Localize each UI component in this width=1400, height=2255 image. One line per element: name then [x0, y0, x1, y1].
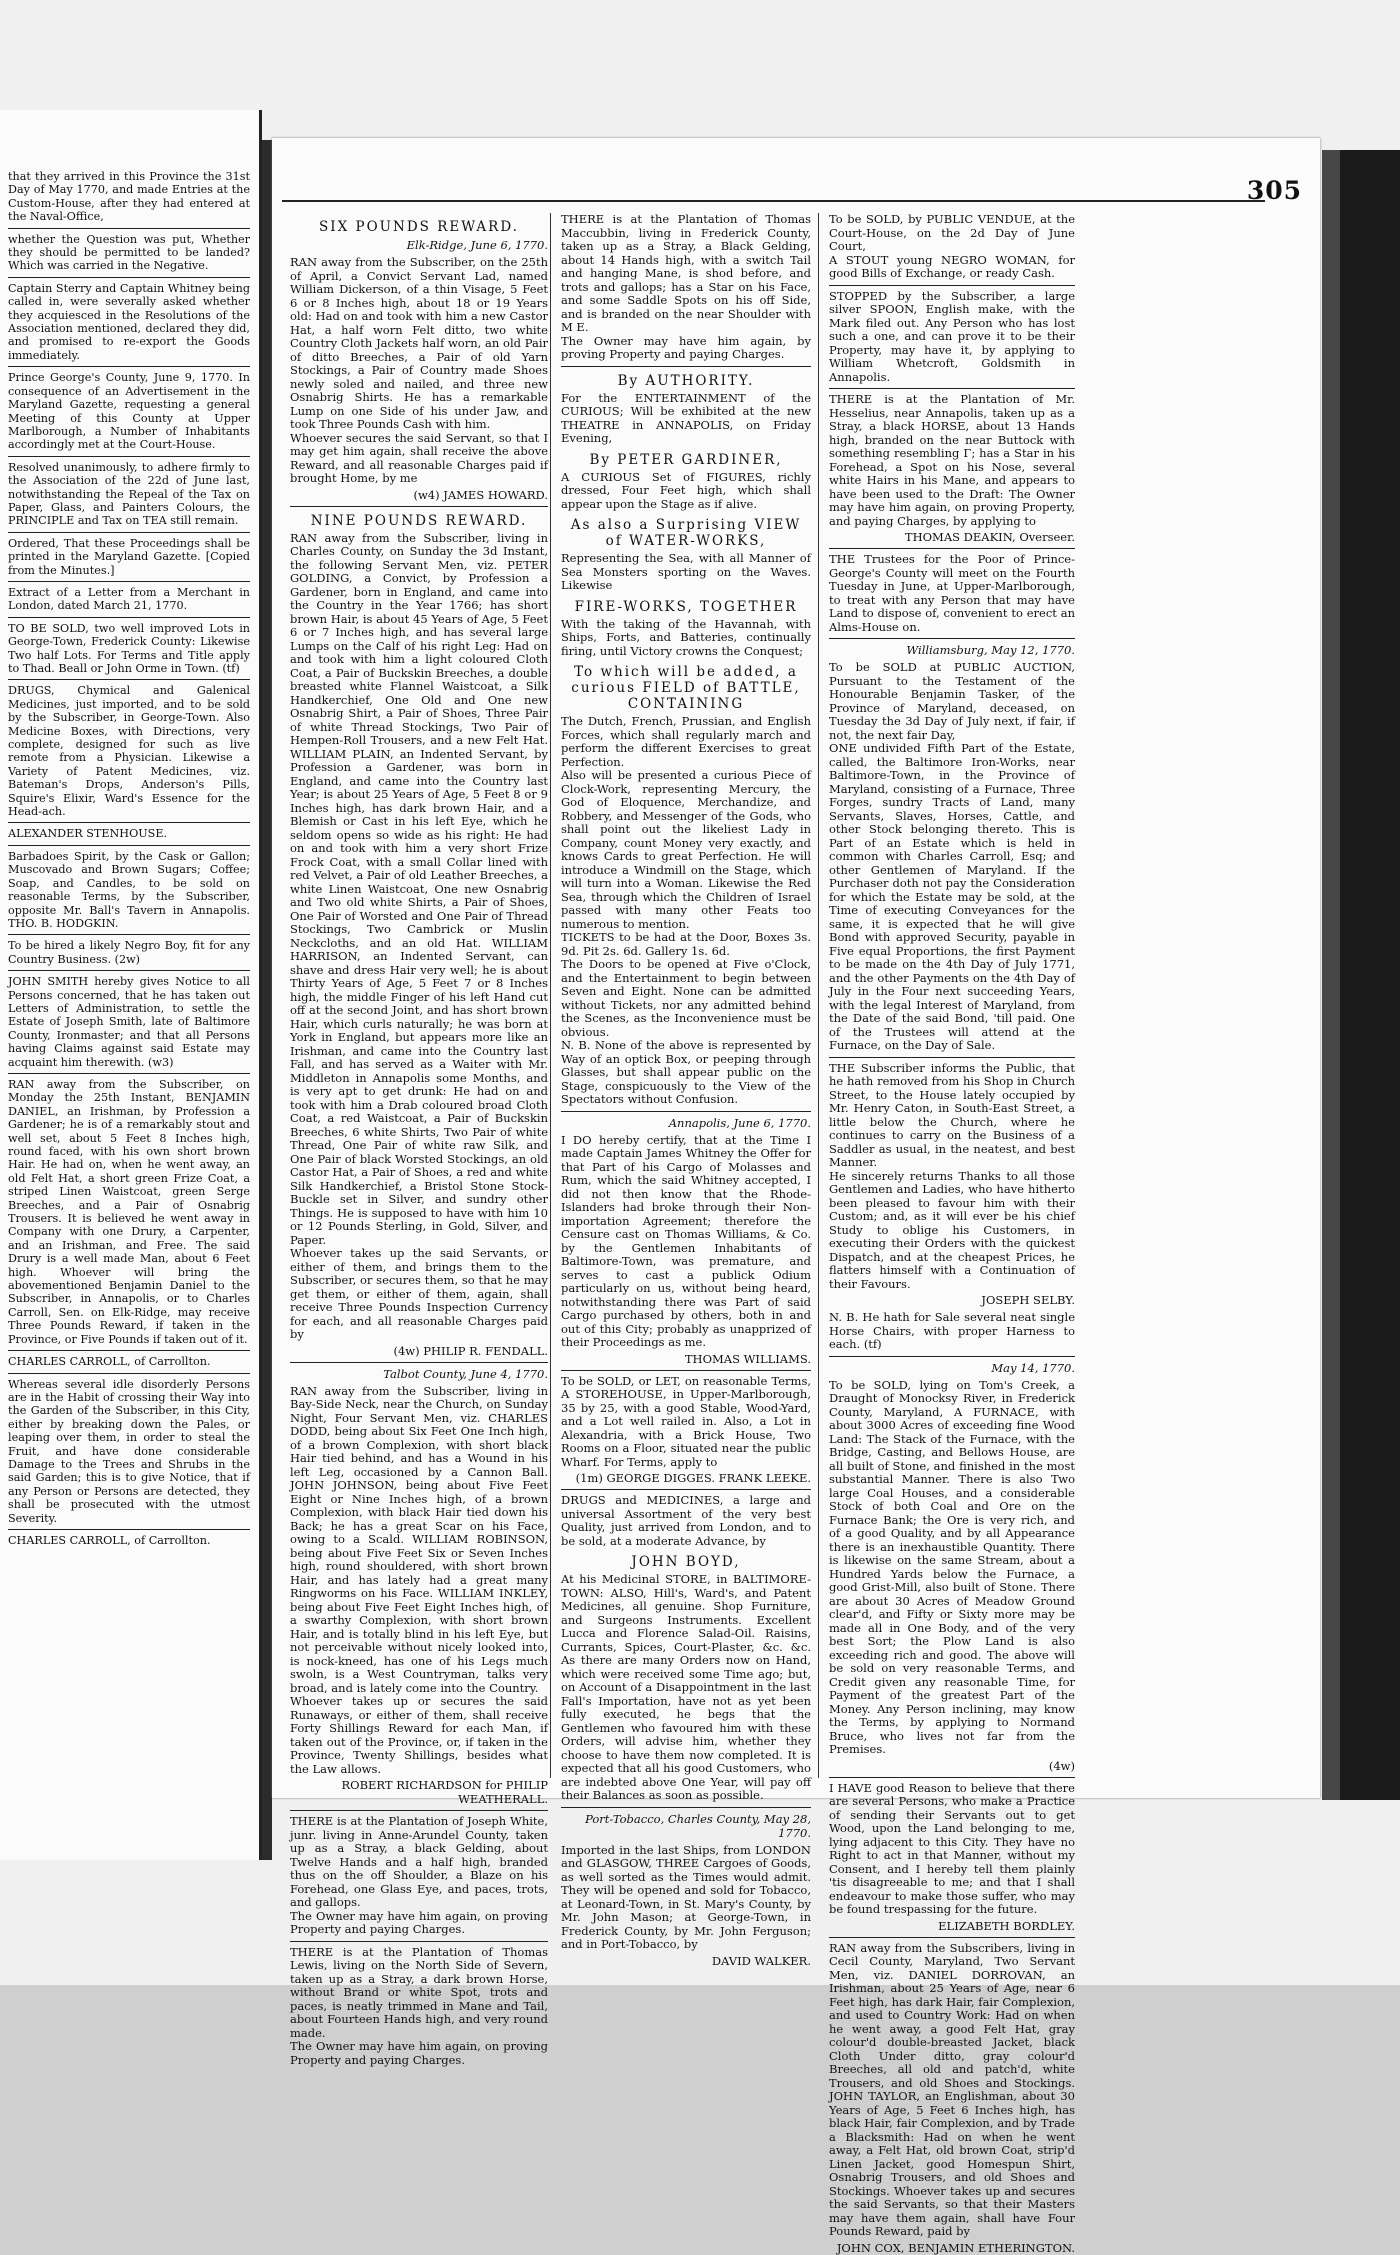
- divider: [8, 822, 250, 823]
- ad-paragraph: To be SOLD, or LET, on reasonable Terms, A STOREHOUSE, in Upper-Marlborough, 35 by 25, with a good Stable, Wood-Yard, and a Lot well railed in. Also, a Lot in Alexandria, with a Brick House, Two Rooms on a Floor, situated near the public Wharf. For Terms, apply to: [561, 1373, 811, 1469]
- divider: [8, 366, 250, 367]
- ad-paragraph: At his Medicinal STORE, in BALTIMORE-TOWN: ALSO, Hill's, Ward's, and Patent Medicines, all genuine. Shop Furniture, and Surgeons Instruments. Excellent Lucca and Florence Salad-Oil. Raisins, Currants, Spices, Court-Plaster, &c. &c. As there are many Orders now on Hand, which were received some Time ago; but, on Account of a Disappointment in the last Fall's Importation, have not as yet been fully executed, he begs that the Gentlemen who favoured him with these Orders, will advise him, whether they choose to have them now completed. It is expected that all his good Customers, who are indebted above One Year, will pay off their Balances as soon as possible.: [561, 1572, 811, 1802]
- page-number: 305: [1246, 176, 1302, 205]
- ad-paragraph: Whoever secures the said Servant, so that I may get him again, shall receive the above Reward, and all reasonable Charges paid if brought Home, by me: [290, 430, 548, 485]
- ad-paragraph: The Dutch, French, Prussian, and English Forces, which shall regularly march and perform the different Exercises to great Perfection.: [561, 714, 811, 769]
- left-page-paragraph: TO BE SOLD, two well improved Lots in George-Town, Frederick County: Likewise Two half Lots. For Terms and Title apply to Thad. Beall or John Orme in Town. (tf): [8, 621, 250, 675]
- ad-signature: (4w) PHILIP R. FENDALL.: [393, 1343, 548, 1358]
- ad-paragraph: RAN away from the Subscriber, on the 25th of April, a Convict Servant Lad, named William Dickerson, of a thin Visage, 5 Feet 6 or 8 Inches high, about 18 or 19 Years old: Had on and took with him a new Castor Hat, a half worn Felt ditto, two white Country Cloth Jackets half worn, an old Pair of ditto Breeches, a Pair of old Yarn Stockings, a Pair of Country made Shoes newly soled and nailed, and three new Osnabrig Shirts. He has a remarkable Lump on one Side of his under Jaw, and took Three Pounds Cash with him.: [290, 255, 548, 431]
- left-page-paragraph: To be hired a likely Negro Boy, fit for any Country Business. (2w): [8, 939, 250, 966]
- ad-dateline: Port-Tobacco, Charles County, May 28, 1770.: [585, 1811, 811, 1840]
- page-gutter: [262, 140, 272, 1860]
- ad-paragraph: For the ENTERTAINMENT of the CURIOUS; Will be exhibited at the new THEATRE in ANNAPOLIS, on Friday Evening,: [561, 390, 811, 445]
- column-1: [290, 213, 548, 2067]
- ad-signature: (4w): [1048, 1758, 1075, 1773]
- ad-paragraph: THE Trustees for the Poor of Prince-George's County will meet on the Fourth Tuesday in June, at Upper-Marlborough, to treat with any Person that may have Land to dispose of, convenient to erect an Alms-House on.: [829, 552, 1075, 634]
- ad-heading: JOHN BOYD,: [631, 1554, 741, 1570]
- left-page-paragraph: ALEXANDER STENHOUSE.: [8, 827, 168, 841]
- ad-heading: FIRE-WORKS, TOGETHER: [574, 598, 798, 615]
- ad-paragraph: STOPPED by the Subscriber, a large silver SPOON, English make, with the Mark filed out. Any Person who has lost such a one, and can prove it to be their Property, may have it, by applying to William Whetcroft, Goldsmith in Annapolis.: [829, 288, 1075, 384]
- divider: [829, 285, 1075, 286]
- ad-paragraph: The Owner may have him again, by proving Property and paying Charges.: [561, 333, 811, 361]
- left-page-paragraph: whether the Question was put, Whether they should be permitted to be landed? Which was carried in the Negative.: [8, 232, 250, 273]
- ad-paragraph: ONE undivided Fifth Part of the Estate, called, the Baltimore Iron-Works, near Baltimore-Town, in the Province of Maryland, consisting of a Furnace, Three Forges, sundry Tracts of Land, many Servants, Slaves, Horses, Cattle, and other Stock belonging thereto. This is Part of an Estate which is held in common with Charles Carroll, Esq; and other Gentlemen of Maryland. If the Purchaser doth not pay the Consideration for which the Estate may be sold, at the Time of executing Conveyances for the same, it is expected that he will give Bond with approved Security, payable in Five equal Proportions, the first Payment to be made on the 4th Day of July 1771, and the other Payments on the 4th Day of July in the Four next succeeding Years, with the legal Interest of Maryland, from the Date of the said Bond, 'till paid. One of the Trustees will attend at the Furnace, on the Day of Sale.: [829, 741, 1075, 1052]
- ad-paragraph: A CURIOUS Set of FIGURES, richly dressed, Four Feet high, which shall appear upon the Stage as if alive.: [561, 469, 811, 511]
- left-page-paragraph: JOHN SMITH hereby gives Notice to all Persons concerned, that he has taken out Letters of Administration, to settle the Estate of Joseph Smith, late of Baltimore County, Ironmaster; and that all Persons having Claims against said Estate may acquaint him therewith. (w3): [8, 975, 250, 1069]
- divider: [290, 1362, 548, 1363]
- divider: [8, 581, 250, 582]
- ad-paragraph: THERE is at the Plantation of Thomas Lewis, living on the North Side of Severn, taken up as a Stray, a dark brown Horse, without Brand or white Spot, trots and paces, is neatly trimmed in Mane and Tail, about Fourteen Hands high, and very round made.: [290, 1944, 548, 2040]
- divider: [8, 1073, 250, 1074]
- divider: [829, 1057, 1075, 1058]
- left-page-paragraph: DRUGS, Chymical and Galenical Medicines, just imported, and to be sold by the Subscriber, in George-Town. Also Medicine Boxes, with Directions, very complete, designed for such as live remote from a Physician. Likewise a Variety of Patent Medicines, viz. Bateman's Drops, Anderson's Pills, Squire's Elixir, Ward's Essence for the Head-ach.: [8, 684, 250, 819]
- left-page-paragraph: Extract of a Letter from a Merchant in London, dated March 21, 1770.: [8, 585, 250, 613]
- ad-paragraph: THE Subscriber informs the Public, that he hath removed from his Shop in Church Street, to the House lately occupied by Mr. Henry Caton, in South-East Street, a little below the Church, where he continues to carry on the Business of a Saddler as usual, in the neatest, and best Manner.: [829, 1060, 1075, 1169]
- left-page-paragraph: Prince George's County, June 9, 1770. In consequence of an Advertisement in the Maryland Gazette, requesting a general Meeting of this County at Upper Marlborough, a Number of Inhabitants accordingly met at the Court-House.: [8, 371, 250, 452]
- divider: [829, 1937, 1075, 1938]
- ad-dateline: Elk-Ridge, June 6, 1770.: [406, 238, 548, 252]
- ad-paragraph: A STOUT young NEGRO WOMAN, for good Bills of Exchange, or ready Cash.: [829, 252, 1075, 280]
- divider: [561, 366, 811, 367]
- divider: [8, 532, 250, 533]
- divider: [8, 1529, 250, 1530]
- ad-paragraph: Whoever takes up or secures the said Runaways, or either of them, shall receive Forty Shillings Reward for each Man, if taken out of the Province, or, if taken in the Province, Twenty Shillings, besides what the Law allows.: [290, 1694, 548, 1776]
- divider: [8, 845, 250, 846]
- main-page: [272, 138, 1320, 2255]
- ad-paragraph: To be SOLD, lying on Tom's Creek, a Draught of Monocksy River, in Frederick County, Maryland, A FURNACE, with about 3000 Acres of exceeding fine Wood Land: The Stack of the Furnace, with the Bridge, Casting, and Bellows House, are all built of Stone, and finished in the most substantial Manner. There is also Two large Coal Houses, and a considerable Stock of both Coal and Ore on the Furnace Bank; the Ore is very rich, and of a good Quality, and by all Appearance there is an inexhaustible Quantity. There is likewise on the same Stream, about a Hundred Yards below the Furnace, a good Grist-Mill, also built of Stone. There are about 30 Acres of Meadow Ground clear'd, and Fifty or Sixty more may be made all in One Body, and of the very best Sort; the Plow Land is also exceeding rich and good. The above will be sold on very reasonable Terms, and Credit given any reasonable Time, for Payment of the greatest Part of the Money. Any Person inclining, may know the Terms, by applying to Normand Bruce, who lives not far from the Premises.: [829, 1377, 1075, 1756]
- divider: [8, 970, 250, 971]
- ad-signature: JOSEPH SELBY.: [981, 1293, 1075, 1307]
- divider: [561, 1111, 811, 1112]
- divider: [8, 1350, 250, 1351]
- left-page-fragment: [0, 110, 262, 1860]
- ad-paragraph: He sincerely returns Thanks to all those Gentlemen and Ladies, who have hitherto been pleased to favour him with their Custom; and, as it will ever be his chief Study to oblige his Customers, in executing their Orders with the quickest Dispatch, and at the cheapest Prices, he flatters himself with a Continuation of their Favours.: [829, 1168, 1075, 1291]
- ad-paragraph: The Doors to be opened at Five o'Clock, and the Entertainment to begin between Seven and Eight. None can be admitted without Tickets, nor any admitted behind the Scenes, as the Inconvenience must be obvious.: [561, 957, 811, 1039]
- ad-paragraph: THERE is at the Plantation of Thomas Maccubbin, living in Frederick County, taken up as a Stray, a Black Gelding, about 14 Hands high, with a switch Tail and hanging Mane, is shod before, and trots and gallops; has a Star on his Face, and some Saddle Spots on his off Side, and is branded on the near Shoulder with M E.: [561, 212, 811, 334]
- left-page-text: [8, 170, 250, 1547]
- ad-paragraph: N. B. None of the above is represented by Way of an optick Box, or peeping through Glasses, but shall appear public on the Stage, conspicuously to the View of the Spectators without Confusion.: [561, 1038, 811, 1106]
- divider: [829, 638, 1075, 639]
- ad-heading: SIX POUNDS REWARD.: [319, 219, 519, 235]
- ad-paragraph: N. B. He hath for Sale several neat single Horse Chairs, with proper Harness to each. (tf): [829, 1310, 1075, 1351]
- left-page-paragraph: CHARLES CARROLL, of Carrollton.: [8, 1533, 211, 1547]
- divider: [290, 1810, 548, 1811]
- ad-dateline: May 14, 1770.: [991, 1360, 1075, 1375]
- divider: [829, 1356, 1075, 1357]
- divider: [8, 456, 250, 457]
- column-2: [550, 212, 811, 1968]
- ad-dateline: Talbot County, June 4, 1770.: [383, 1366, 548, 1381]
- ad-dateline: Williamsburg, May 12, 1770.: [906, 643, 1075, 657]
- left-page-paragraph: Barbadoes Spirit, by the Cask or Gallon; Muscovado and Brown Sugars; Coffee; Soap, and Candles, to be sold on reasonable Terms, by the Subscriber, opposite Mr. Ball's Tavern in Annapolis. THO. B. HODGKIN.: [8, 849, 250, 930]
- ad-paragraph: RAN away from the Subscriber, living in Bay-Side Neck, near the Church, on Sunday Night, Four Servant Men, viz. CHARLES DODD, being about Six Feet One Inch high, of a brown Complexion, with short black Hair tied behind, and has a Wound in his left Leg, occasioned by a Cannon Ball. JOHN JOHNSON, being about Five Feet Eight or Nine Inches high, of a brown Complexion, with black Hair tied down his Back; he has a great Scar on his Face, owing to a Scald. WILLIAM ROBINSON, being about Five Feet Six or Seven Inches high, round shouldered, with short brown Hair, and has lately had a great many Ringworms on his Face. WILLIAM INKLEY, being about Five Feet Eight Inches high, of a swarthy Complexion, with short brown Hair, and is totally blind in his left Eye, but not perceivable without nicely looked into, is nock-kneed, has one of his Legs much swoln, is a West Countryman, talks very broad, and is lately come into the Country.: [290, 1383, 548, 1695]
- divider: [8, 277, 250, 278]
- ad-heading: By AUTHORITY.: [617, 372, 755, 389]
- left-page-paragraph: Captain Sterry and Captain Whitney being called in, were severally asked whether they acquiesced in the Resolutions of the Association mentioned, declared they did, and promised to re-export the Goods immediately.: [8, 281, 250, 362]
- divider: [561, 1370, 811, 1371]
- divider: [8, 617, 250, 618]
- ad-paragraph: DRUGS and MEDICINES, a large and universal Assortment of the very best Quality, just arrived from London, and to be sold, at a moderate Advance, by: [561, 1493, 811, 1548]
- ad-paragraph: THERE is at the Plantation of Mr. Hesselius, near Annapolis, taken up as a Stray, a black HORSE, about 13 Hands high, branded on the near Buttock with something resembling Γ; has a Star in his Forehead, a Spot on his Nose, several white Hairs in his Mane, and appears to have been used to the Draft: The Owner may have him again, on proving Property, and paying Charges, by applying to: [829, 392, 1075, 528]
- divider: [8, 679, 250, 680]
- left-page-paragraph: that they arrived in this Province the 31st Day of May 1770, and made Entries at the Custom-House, after they had entered at the Naval-Office,: [8, 170, 250, 224]
- book-spine: [1322, 150, 1400, 1800]
- ad-paragraph: Whoever takes up the said Servants, or either of them, and brings them to the Subscriber, or secures them, so that he may get them, or either of them, again, shall receive Three Pounds Inspection Currency for each, and all reasonable Charges paid by: [290, 1246, 548, 1341]
- ad-heading: As also a Surprising VIEW of WATER-WORKS,: [570, 517, 802, 549]
- divider: [8, 228, 250, 229]
- divider: [8, 1373, 250, 1374]
- divider: [8, 934, 250, 935]
- ad-paragraph: To be SOLD, by PUBLIC VENDUE, at the Court-House, on the 2d Day of June Court,: [829, 212, 1075, 253]
- ad-signature: (w4) JAMES HOWARD.: [413, 487, 548, 502]
- column-3: [818, 212, 1075, 2255]
- divider: [829, 548, 1075, 549]
- ad-signature: JOHN COX, BENJAMIN ETHERINGTON.: [836, 2240, 1075, 2255]
- left-page-paragraph: CHARLES CARROLL, of Carrollton.: [8, 1355, 211, 1369]
- divider: [290, 1941, 548, 1942]
- ad-signature: THOMAS DEAKIN, Overseer.: [904, 530, 1075, 544]
- divider: [829, 1777, 1075, 1778]
- ad-signature: DAVID WALKER.: [711, 1953, 811, 1968]
- ad-paragraph: Imported in the last Ships, from LONDON and GLASGOW, THREE Cargoes of Goods, as well sorted as the Times would admit. They will be opened and sold for Tobacco, at Leonard-Town, in St. Mary's County, by Mr. John Mason; at George-Town, in Frederick County, by Mr. John Ferguson; and in Port-Tobacco, by: [561, 1842, 811, 1951]
- ad-signature: (1m) GEORGE DIGGES. FRANK LEEKE.: [575, 1471, 811, 1485]
- ad-heading: By PETER GARDINER,: [589, 451, 783, 468]
- header-rule: [282, 200, 1265, 202]
- divider: [290, 506, 548, 507]
- left-page-paragraph: Ordered, That these Proceedings shall be printed in the Maryland Gazette. [Copied from the Minutes.]: [8, 536, 250, 577]
- ad-signature: ELIZABETH BORDLEY.: [938, 1918, 1075, 1933]
- ad-paragraph: To be SOLD at PUBLIC AUCTION, Pursuant to the Testament of the Honourable Benjamin Tasker, of the Province of Maryland, deceased, on Tuesday the 3d Day of July next, if fair, if not, the next fair Day,: [829, 660, 1075, 742]
- ad-paragraph: I DO hereby certify, that at the Time I made Captain James Whitney the Offer for that Part of his Cargo of Molasses and Rum, which the said Whitney accepted, I did not then know that the Rhode-Islanders had broke through their Non-importation Agreement; therefore the Censure cast on Thomas Williams, & Co. by the Gentlemen Inhabitants of Baltimore-Town, was premature, and serves to cast a publick Odium particularly on us, without being heard, notwithstanding there was Part of said Cargo purchased by others, both in and out of this City; probably as unapprized of their Proceedings as me.: [561, 1132, 811, 1349]
- divider: [829, 388, 1075, 389]
- ad-heading: NINE POUNDS REWARD.: [310, 512, 528, 529]
- left-page-paragraph: Resolved unanimously, to adhere firmly to the Association of the 22d of June last, notwithstanding the Repeal of the Tax on Paper, Glass, and Painters Colours, the PRINCIPLE and Tax on TEA still remain.: [8, 460, 250, 528]
- divider: [561, 1807, 811, 1808]
- ad-paragraph: Also will be presented a curious Piece of Clock-Work, representing Mercury, the God of Eloquence, Merchandize, and Robbery, and Messenger of the Gods, who shall point out the likeliest Lady in Company, count Money very exactly, and knows Cards to great Perfection. He will introduce a Windmill on the Stage, which will turn into a Woman. Likewise the Red Sea, through which the Children of Israel passed with many other Feats too numerous to mention.: [561, 768, 811, 931]
- divider: [561, 1489, 811, 1490]
- ad-paragraph: THERE is at the Plantation of Joseph White, junr. living in Anne-Arundel County, taken up as a Stray, a black Gelding, about Twelve Hands and a half high, branded thus on the off Shoulder, a Blaze on his Forehead, one Glass Eye, and paces, trots, and gallops.: [290, 1814, 548, 1909]
- ad-paragraph: The Owner may have him again, on proving Property and paying Charges.: [290, 1908, 548, 1936]
- ad-paragraph: RAN away from the Subscriber, living in Charles County, on Sunday the 3d Instant, the following Servant Men, viz. PETER GOLDING, a Convict, by Profession a Gardener, born in England, and came into the Country in the Year 1766; has short brown Hair, is about 45 Years of Age, 5 Feet 6 or 7 Inches high, and has several large Lumps on the Calf of his right Leg: Had on and took with him a light coloured Cloth Coat, a Pair of Buckskin Breeches, a double breasted white Flannel Waistcoat, a Silk Handkerchief, One Old and One new Osnabrig Shirt, a Pair of Shoes, Three Pair of white Thread Stockings, Two Pair of Hempen-Roll Trousers, and a new Felt Hat. WILLIAM PLAIN, an Indented Servant, by Profession a Gardener, was born in England, and came into the Country last Year; is about 25 Years of Age, 5 Feet 8 or 9 Inches high, has dark brown Hair, and a Blemish or Cast in his left Eye, which he seldom opens so wide as his right: He had on and took with him a very short Frize Frock Coat, with a small Collar lined with red Velvet, a Pair of old Leather Breeches, a white Linen Waistcoat, One new Osnabrig and Two old white Shirts, a Pair of Shoes, One Pair of Worsted and One Pair of Thread Stockings, Two Cambrick or Muslin Neckcloths, and an old Hat. WILLIAM HARRISON, an Indented Servant, can shave and dress Hair very well; he is about Thirty Years of Age, 5 Feet 7 or 8 Inches high, the middle Finger of his left Hand cut off at the second Joint, and has short brown Hair, which curls naturally; he was born at York in England, but appears more like an Irishman, and came into the Country last Fall, and has served as a Waiter with Mr. Middleton in Annapolis some Months, and is very apt to get drunk: He had on and took with him a Drab coloured broad Cloth Coat, a red Waistcoat, a Pair of Buckskin Breeches, 6 white Shirts, Two Pair of white Thread, One Pair of white raw Silk, and One Pair of black Worsted Stockings, an old Castor Hat, a Pair of Shoes, a red and white Silk Handkerchief, a Bristol Stone Stock-Buckle set in Silver, and sundry other Things. He is supposed to have with him 10 or 12 Pounds Sterling, in Gold, Silver, and Paper.: [290, 530, 548, 1247]
- left-page-paragraph: Whereas several idle disorderly Persons are in the Habit of crossing their Way into the Garden of the Subscriber, in this City, either by breaking down the Pales, or leaping over them, in order to steal the Fruit, and have done considerable Damage to the Trees and Shrubs in the said Garden; this is to give Notice, that if any Person or Persons are detected, they shall be prosecuted with the utmost Severity.: [8, 1377, 250, 1525]
- ad-paragraph: I HAVE good Reason to believe that there are several Persons, who make a Practice of sending their Servants out to get Wood, upon the Land belonging to me, lying adjacent to this City. They have no Right to act in that Manner, without my Consent, and I hereby tell them plainly 'tis disagreeable to me; and that I shall endeavour to make those suffer, who may be found trespassing for the future.: [829, 1780, 1075, 1916]
- ad-paragraph: With the taking of the Havannah, with Ships, Forts, and Batteries, continually firing, until Victory crowns the Conquest;: [561, 616, 811, 658]
- ad-signature: ROBERT RICHARDSON for PHILIP WEATHERALL.: [341, 1778, 548, 1806]
- ad-paragraph: The Owner may have him again, on proving Property and paying Charges.: [290, 2039, 548, 2067]
- ad-dateline: Annapolis, June 6, 1770.: [668, 1115, 811, 1130]
- ad-paragraph: TICKETS to be had at the Door, Boxes 3s. 9d. Pit 2s. 6d. Gallery 1s. 6d.: [561, 930, 811, 958]
- ad-paragraph: RAN away from the Subscribers, living in Cecil County, Maryland, Two Servant Men, viz. DANIEL DORROVAN, an Irishman, about 25 Years of Age, near 6 Feet high, has dark Hair, fair Complexion, and used to Country Work: Had on when he went away, a good Felt Hat, gray colour'd double-breasted Jacket, black Cloth Under ditto, gray colour'd Breeches, all old and patch'd, white Trousers, and old Shoes and Stockings. JOHN TAYLOR, an Englishman, about 30 Years of Age, 5 Feet 6 Inches high, has black Hair, fair Complexion, and by Trade a Blacksmith: Had on when he went away, a Felt Hat, old brown Coat, strip'd Linen Jacket, good Homespun Shirt, Osnabrig Trousers, and old Shoes and Stockings. Whoever takes up and secures the said Servants, so that their Masters may have them again, shall have Four Pounds Reward, paid by: [829, 1940, 1075, 2238]
- ad-paragraph: Representing the Sea, with all Manner of Sea Monsters sporting on the Waves. Likewise: [561, 551, 811, 592]
- ad-heading: To which will be added, a curious FIELD of BATTLE, CONTAINING: [571, 664, 801, 712]
- left-page-paragraph: RAN away from the Subscriber, on Monday the 25th Instant, BENJAMIN DANIEL, an Irishman, by Profession a Gardener; he is of a remarkably stout and well set, about 5 Feet 8 Inches high, round faced, with his own short brown Hair. He had on, when he went away, an old Felt Hat, a short green Frize Coat, a striped Linen Waistcoat, green Serge Breeches, and a Pair of Osnabrig Trousers. It is believed he went away in Company with one Drury, a Carpenter, and an Irishman, and Free. The said Drury is a well made Man, about 6 Feet high. Whoever will bring the abovementioned Benjamin Daniel to the Subscriber, in Annapolis, or to Charles Carroll, Sen. on Elk-Ridge, may receive Three Pounds Reward, if taken in the Province, or Five Pounds if taken out of it.: [8, 1077, 250, 1346]
- ad-signature: THOMAS WILLIAMS.: [684, 1351, 811, 1366]
